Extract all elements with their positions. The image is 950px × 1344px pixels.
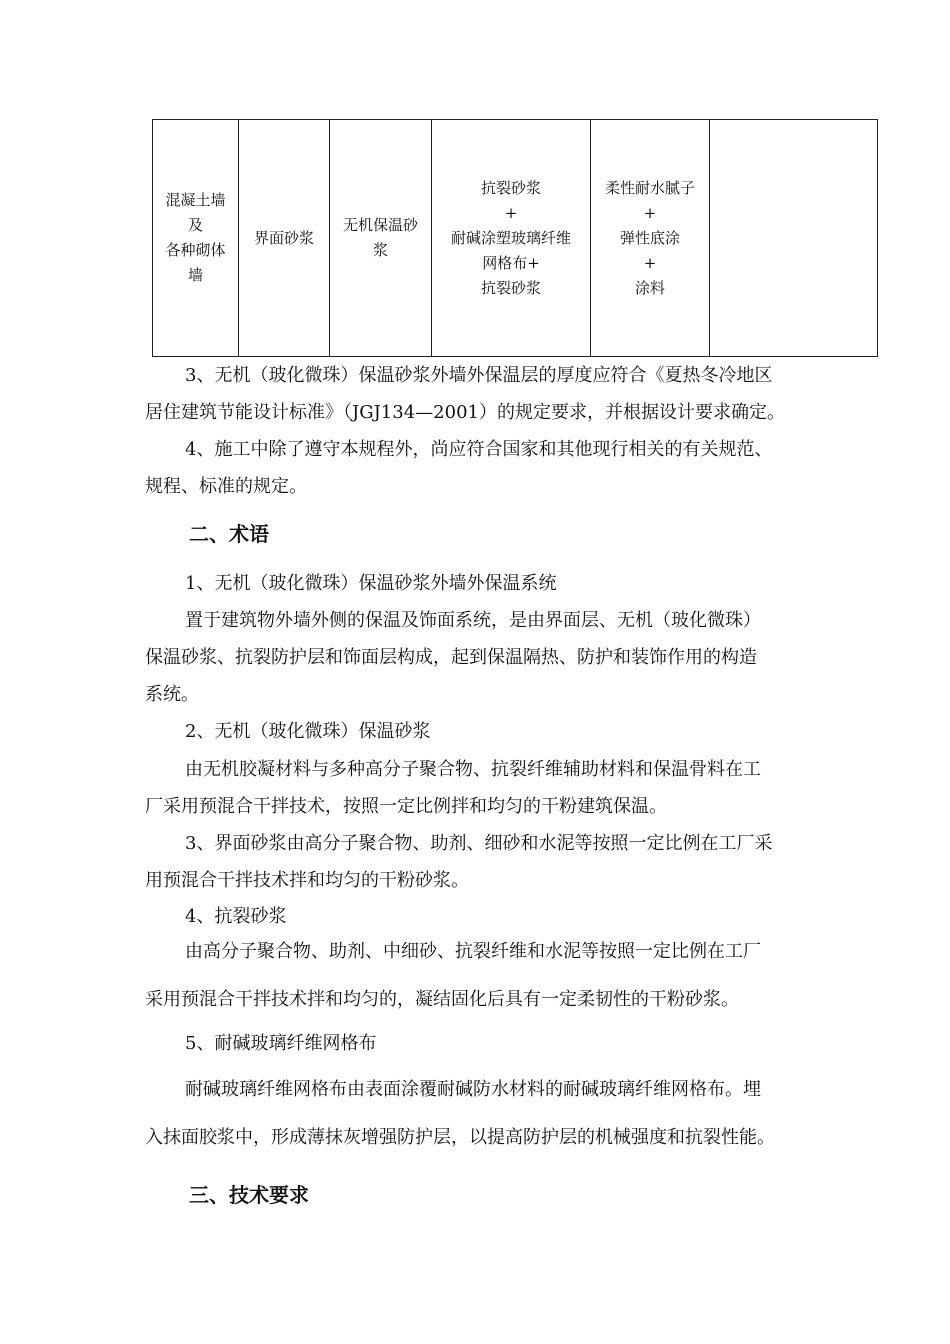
cell-text: 抗裂砂浆 <box>480 278 541 297</box>
paragraph-line: 3、界面砂浆由高分子聚合物、助剂、细砂和水泥等按照一定比例在工厂采 <box>185 833 773 854</box>
paragraph-line: 居住建筑节能设计标准》（JGJ134—2001）的规定要求，并根据设计要求确定。 <box>145 402 785 423</box>
paragraph-line: 耐碱玻璃纤维网格布由表面涂覆耐碱防水材料的耐碱玻璃纤维网格布。埋 <box>185 1079 761 1100</box>
term-title: 2、无机（玻化微珠）保温砂浆 <box>185 721 431 742</box>
cell-text: 墙 <box>187 266 203 284</box>
term-title: 5、耐碱玻璃纤维网格布 <box>185 1033 377 1054</box>
paragraph-line: 3、无机（玻化微珠）保温砂浆外墙外保温层的厚度应符合《夏热冬冷地区 <box>185 365 773 386</box>
table-cell-anticrack-layer <box>432 120 591 357</box>
table-cell-interface-layer <box>239 120 330 357</box>
paragraph-line: 系统。 <box>145 684 199 705</box>
paragraph-line: 由无机胶凝材料与多种高分子聚合物、抗裂纤维辅助材料和保温骨料在工 <box>185 759 761 780</box>
table-cell-finish-layer <box>591 120 710 357</box>
cell-text: 及 <box>187 216 203 234</box>
paragraph-line: 由高分子聚合物、助剂、中细砂、抗裂纤维和水泥等按照一定比例在工厂 <box>185 941 761 962</box>
section-heading-terms: 二、术语 <box>189 522 269 546</box>
cell-text: 柔性耐水腻子 <box>604 178 695 197</box>
paragraph-line: 厂采用预混合干拌技术，按照一定比例拌和均匀的干粉建筑保温。 <box>145 796 667 817</box>
cell-text: + <box>504 203 518 222</box>
table-cell-base-wall <box>153 120 239 357</box>
cell-text: 无机保温砂 <box>342 216 418 234</box>
construction-layers-table <box>152 119 878 357</box>
cell-text: 耐碱涂塑玻璃纤维 <box>450 228 571 247</box>
paragraph-line: 保温砂浆、抗裂防护层和饰面层构成，起到保温隔热、防护和装饰作用的构造 <box>145 647 757 668</box>
paragraph-line: 采用预混合干拌技术拌和均匀的，凝结固化后具有一定柔韧性的干粉砂浆。 <box>145 989 739 1010</box>
paragraph-line: 4、施工中除了遵守本规程外，尚应符合国家和其他现行相关的有关规范、 <box>185 439 773 460</box>
cell-text: 网格布+ <box>482 253 540 272</box>
table-row <box>153 120 878 357</box>
cell-text: + <box>643 253 657 272</box>
cell-text: 混凝土墙 <box>165 191 226 209</box>
cell-text: 各种砌体 <box>165 241 226 259</box>
table-cell-empty <box>710 120 878 357</box>
cell-text: 抗裂砂浆 <box>480 178 541 197</box>
term-title: 1、无机（玻化微珠）保温砂浆外墙外保温系统 <box>185 573 557 594</box>
paragraph-line: 入抹面胶浆中，形成薄抹灰增强防护层，以提高防护层的机械强度和抗裂性能。 <box>145 1127 775 1148</box>
table-cell-insulation-layer <box>330 120 432 357</box>
cell-text: 涂料 <box>634 278 665 297</box>
paragraph-line: 置于建筑物外墙外侧的保温及饰面系统，是由界面层、无机（玻化微珠） <box>185 610 761 631</box>
paragraph-line: 规程、标准的规定。 <box>145 476 307 497</box>
section-heading-technical-requirements: 三、技术要求 <box>189 1183 309 1207</box>
term-title: 4、抗裂砂浆 <box>185 906 287 927</box>
cell-text: 界面砂浆 <box>253 228 314 247</box>
cell-text: 浆 <box>372 241 388 259</box>
paragraph-line: 用预混合干拌技术拌和均匀的干粉砂浆。 <box>145 870 469 891</box>
cell-text: 弹性底涂 <box>619 228 680 247</box>
cell-text: + <box>643 203 657 222</box>
